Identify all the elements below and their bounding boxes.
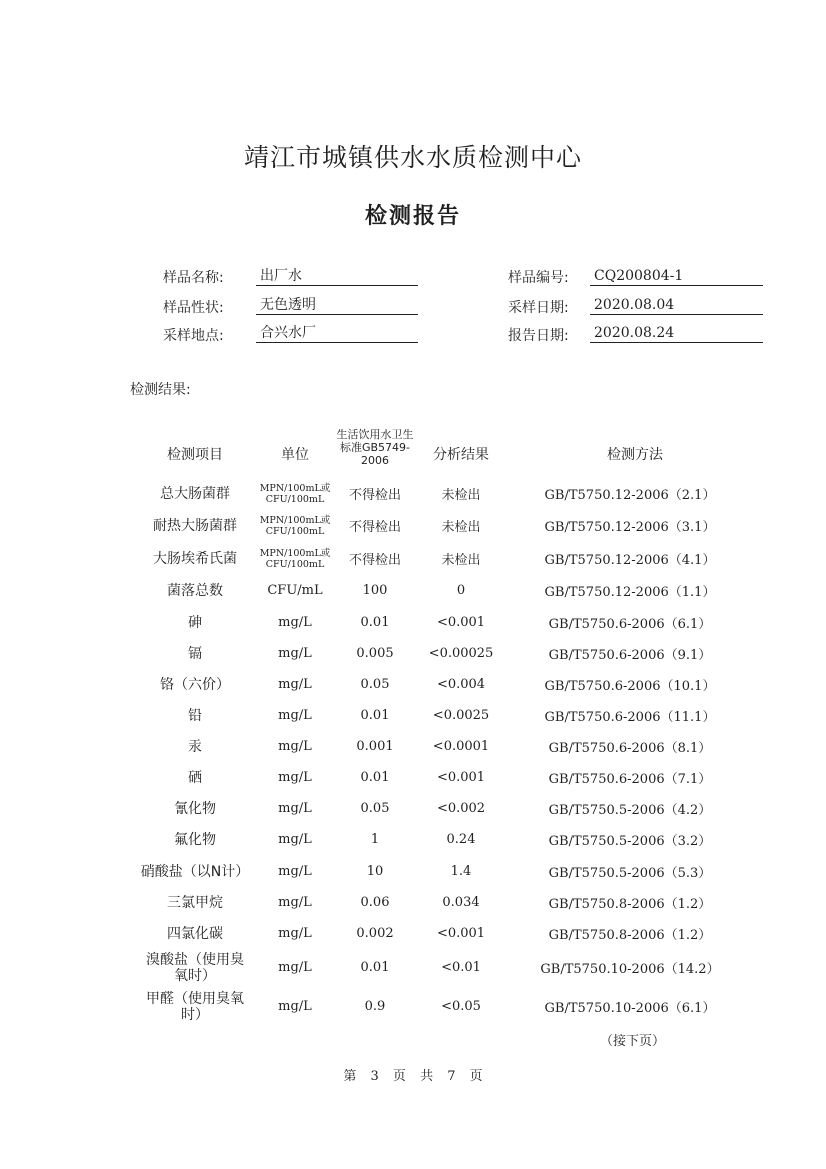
cell-item: 甲醛（使用臭氧时）	[146, 990, 244, 1023]
sample-location-value: 合兴水厂	[256, 323, 418, 343]
cell-limit: 0.01	[360, 770, 390, 785]
sample-number-label: 样品编号:	[508, 270, 569, 286]
cell-limit: 100	[362, 583, 388, 598]
cell-unit: MPN/100mL或CFU/100mL	[259, 482, 331, 505]
page-footer	[0, 1065, 826, 1084]
cell-method: GB/T5750.6-2006（8.1）	[548, 741, 712, 756]
table-row	[0, 856, 826, 887]
sample-name-value: 出厂水	[256, 266, 418, 286]
cell-item: 耐热大肠菌群	[153, 517, 237, 534]
cell-result: 0.034	[442, 895, 480, 910]
cell-method: GB/T5750.6-2006（6.1）	[548, 617, 712, 632]
cell-result: <0.0001	[432, 739, 490, 754]
cell-limit: 0.002	[356, 926, 394, 941]
table-row	[0, 607, 826, 638]
cell-unit: CFU/mL	[267, 583, 323, 598]
table-row	[0, 638, 826, 669]
cell-item: 铬（六价）	[160, 676, 230, 693]
cell-method: GB/T5750.12-2006（2.1）	[544, 488, 716, 503]
cell-unit: MPN/100mL或CFU/100mL	[259, 514, 331, 537]
cell-unit: mg/L	[278, 615, 312, 630]
table-row	[0, 793, 826, 824]
sample-date-label: 采样日期:	[508, 300, 569, 316]
cell-method: GB/T5750.6-2006（11.1）	[544, 710, 716, 725]
cell-method: GB/T5750.12-2006（3.1）	[544, 520, 716, 535]
cell-result: 0.24	[446, 832, 476, 847]
cell-method: GB/T5750.5-2006（5.3）	[548, 866, 712, 881]
sample-name-label: 样品名称:	[163, 270, 224, 286]
cell-item: 菌落总数	[167, 582, 223, 599]
header-result: 分析结果	[433, 447, 489, 463]
cell-result: 0	[456, 583, 466, 598]
cell-unit: mg/L	[278, 708, 312, 723]
cell-method: GB/T5750.6-2006（9.1）	[548, 648, 712, 663]
cell-method: GB/T5750.5-2006（4.2）	[548, 803, 712, 818]
pager-page: 3	[370, 1069, 379, 1084]
sample-date-value: 2020.08.04	[590, 295, 763, 315]
cell-limit: 0.01	[360, 708, 390, 723]
table-row	[0, 824, 826, 855]
table-row	[0, 700, 826, 731]
pager-total-word: 共	[420, 1069, 434, 1084]
cell-result: <0.001	[436, 615, 486, 630]
cell-unit: mg/L	[278, 770, 312, 785]
cell-result: <0.002	[436, 801, 486, 816]
table-row	[0, 762, 826, 793]
pager-suffix: 页	[469, 1069, 483, 1084]
cell-limit: 0.05	[360, 677, 390, 692]
cell-result: <0.0025	[432, 708, 490, 723]
cell-result: 1.4	[450, 864, 472, 879]
cell-result: 未检出	[441, 488, 481, 503]
cell-unit: mg/L	[278, 646, 312, 661]
cell-item: 铅	[188, 707, 202, 724]
report-date-label: 报告日期:	[508, 328, 569, 344]
cell-item: 溴酸盐（使用臭氧时）	[146, 951, 244, 984]
cell-item: 氟化物	[174, 831, 216, 848]
cell-limit: 0.005	[356, 646, 394, 661]
report-title: 检测报告	[364, 204, 461, 229]
table-row	[0, 887, 826, 918]
cell-item: 三氯甲烷	[167, 894, 223, 911]
sample-number-value: CQ200804-1	[590, 266, 763, 286]
cell-item: 总大肠菌群	[160, 485, 230, 502]
report-date-value: 2020.08.24	[590, 323, 763, 343]
results-label: 检测结果:	[130, 382, 191, 398]
cell-method: GB/T5750.5-2006（3.2）	[548, 834, 712, 849]
cell-item: 氰化物	[174, 800, 216, 817]
cell-method: GB/T5750.8-2006（1.2）	[548, 928, 712, 943]
cell-limit: 1	[370, 832, 380, 847]
table-row	[0, 991, 826, 1022]
cell-method: GB/T5750.10-2006（6.1）	[544, 1001, 716, 1016]
cell-unit: mg/L	[278, 926, 312, 941]
cell-limit: 0.05	[360, 801, 390, 816]
sample-state-value: 无色透明	[256, 295, 418, 315]
table-row	[0, 918, 826, 949]
cell-item: 硒	[188, 769, 202, 786]
header-item: 检测项目	[167, 447, 223, 463]
cell-limit: 不得检出	[348, 520, 401, 535]
cell-unit: mg/L	[278, 801, 312, 816]
cell-unit: MPN/100mL或CFU/100mL	[259, 547, 331, 570]
sample-state-label: 样品性状:	[163, 300, 224, 316]
cell-method: GB/T5750.12-2006（4.1）	[544, 553, 716, 568]
cell-limit: 0.06	[360, 895, 390, 910]
cell-limit: 不得检出	[348, 553, 401, 568]
sample-location-label: 采样地点:	[163, 328, 224, 344]
cell-unit: mg/L	[278, 895, 312, 910]
cell-unit: mg/L	[278, 677, 312, 692]
pager-prefix: 第	[343, 1069, 357, 1084]
cell-method: GB/T5750.12-2006（1.1）	[544, 585, 716, 600]
continued-note: （接下页）	[600, 1034, 666, 1049]
cell-limit: 0.01	[360, 615, 390, 630]
cell-method: GB/T5750.6-2006（10.1）	[544, 679, 716, 694]
cell-limit: 10	[366, 864, 384, 879]
cell-method: GB/T5750.6-2006（7.1）	[548, 772, 712, 787]
cell-unit: mg/L	[278, 960, 312, 975]
header-method: 检测方法	[607, 447, 663, 463]
cell-item: 汞	[188, 738, 202, 755]
table-row	[0, 478, 826, 509]
cell-method: GB/T5750.8-2006（1.2）	[548, 897, 712, 912]
header-standard: 生活饮用水卫生标准GB5749-2006	[336, 428, 414, 467]
cell-unit: mg/L	[278, 739, 312, 754]
cell-result: <0.001	[436, 926, 486, 941]
cell-result: <0.05	[441, 999, 481, 1014]
org-name: 靖江市城镇供水水质检测中心	[243, 143, 582, 172]
table-row	[0, 669, 826, 700]
cell-item: 大肠埃希氏菌	[153, 550, 237, 567]
header-unit: 单位	[281, 447, 309, 463]
cell-limit: 0.9	[364, 999, 386, 1014]
table-row	[0, 543, 826, 574]
cell-unit: mg/L	[278, 832, 312, 847]
table-row	[0, 510, 826, 541]
cell-limit: 0.01	[360, 960, 390, 975]
pager-total: 7	[447, 1069, 456, 1084]
cell-limit: 0.001	[356, 739, 394, 754]
cell-unit: mg/L	[278, 999, 312, 1014]
cell-result: <0.004	[436, 677, 486, 692]
cell-result: <0.001	[436, 770, 486, 785]
cell-result: <0.01	[441, 960, 481, 975]
cell-unit: mg/L	[278, 864, 312, 879]
cell-item: 四氯化碳	[167, 925, 223, 942]
table-row	[0, 575, 826, 606]
cell-item: 砷	[188, 614, 202, 631]
cell-result: <0.00025	[428, 646, 494, 661]
pager-page-word: 页	[392, 1069, 406, 1084]
cell-item: 硝酸盐（以N计）	[140, 863, 250, 880]
cell-result: 未检出	[441, 520, 481, 535]
cell-result: 未检出	[441, 553, 481, 568]
cell-item: 镉	[188, 645, 202, 662]
table-row	[0, 952, 826, 983]
cell-limit: 不得检出	[348, 488, 401, 503]
table-row	[0, 731, 826, 762]
cell-method: GB/T5750.10-2006（14.2）	[540, 962, 720, 977]
